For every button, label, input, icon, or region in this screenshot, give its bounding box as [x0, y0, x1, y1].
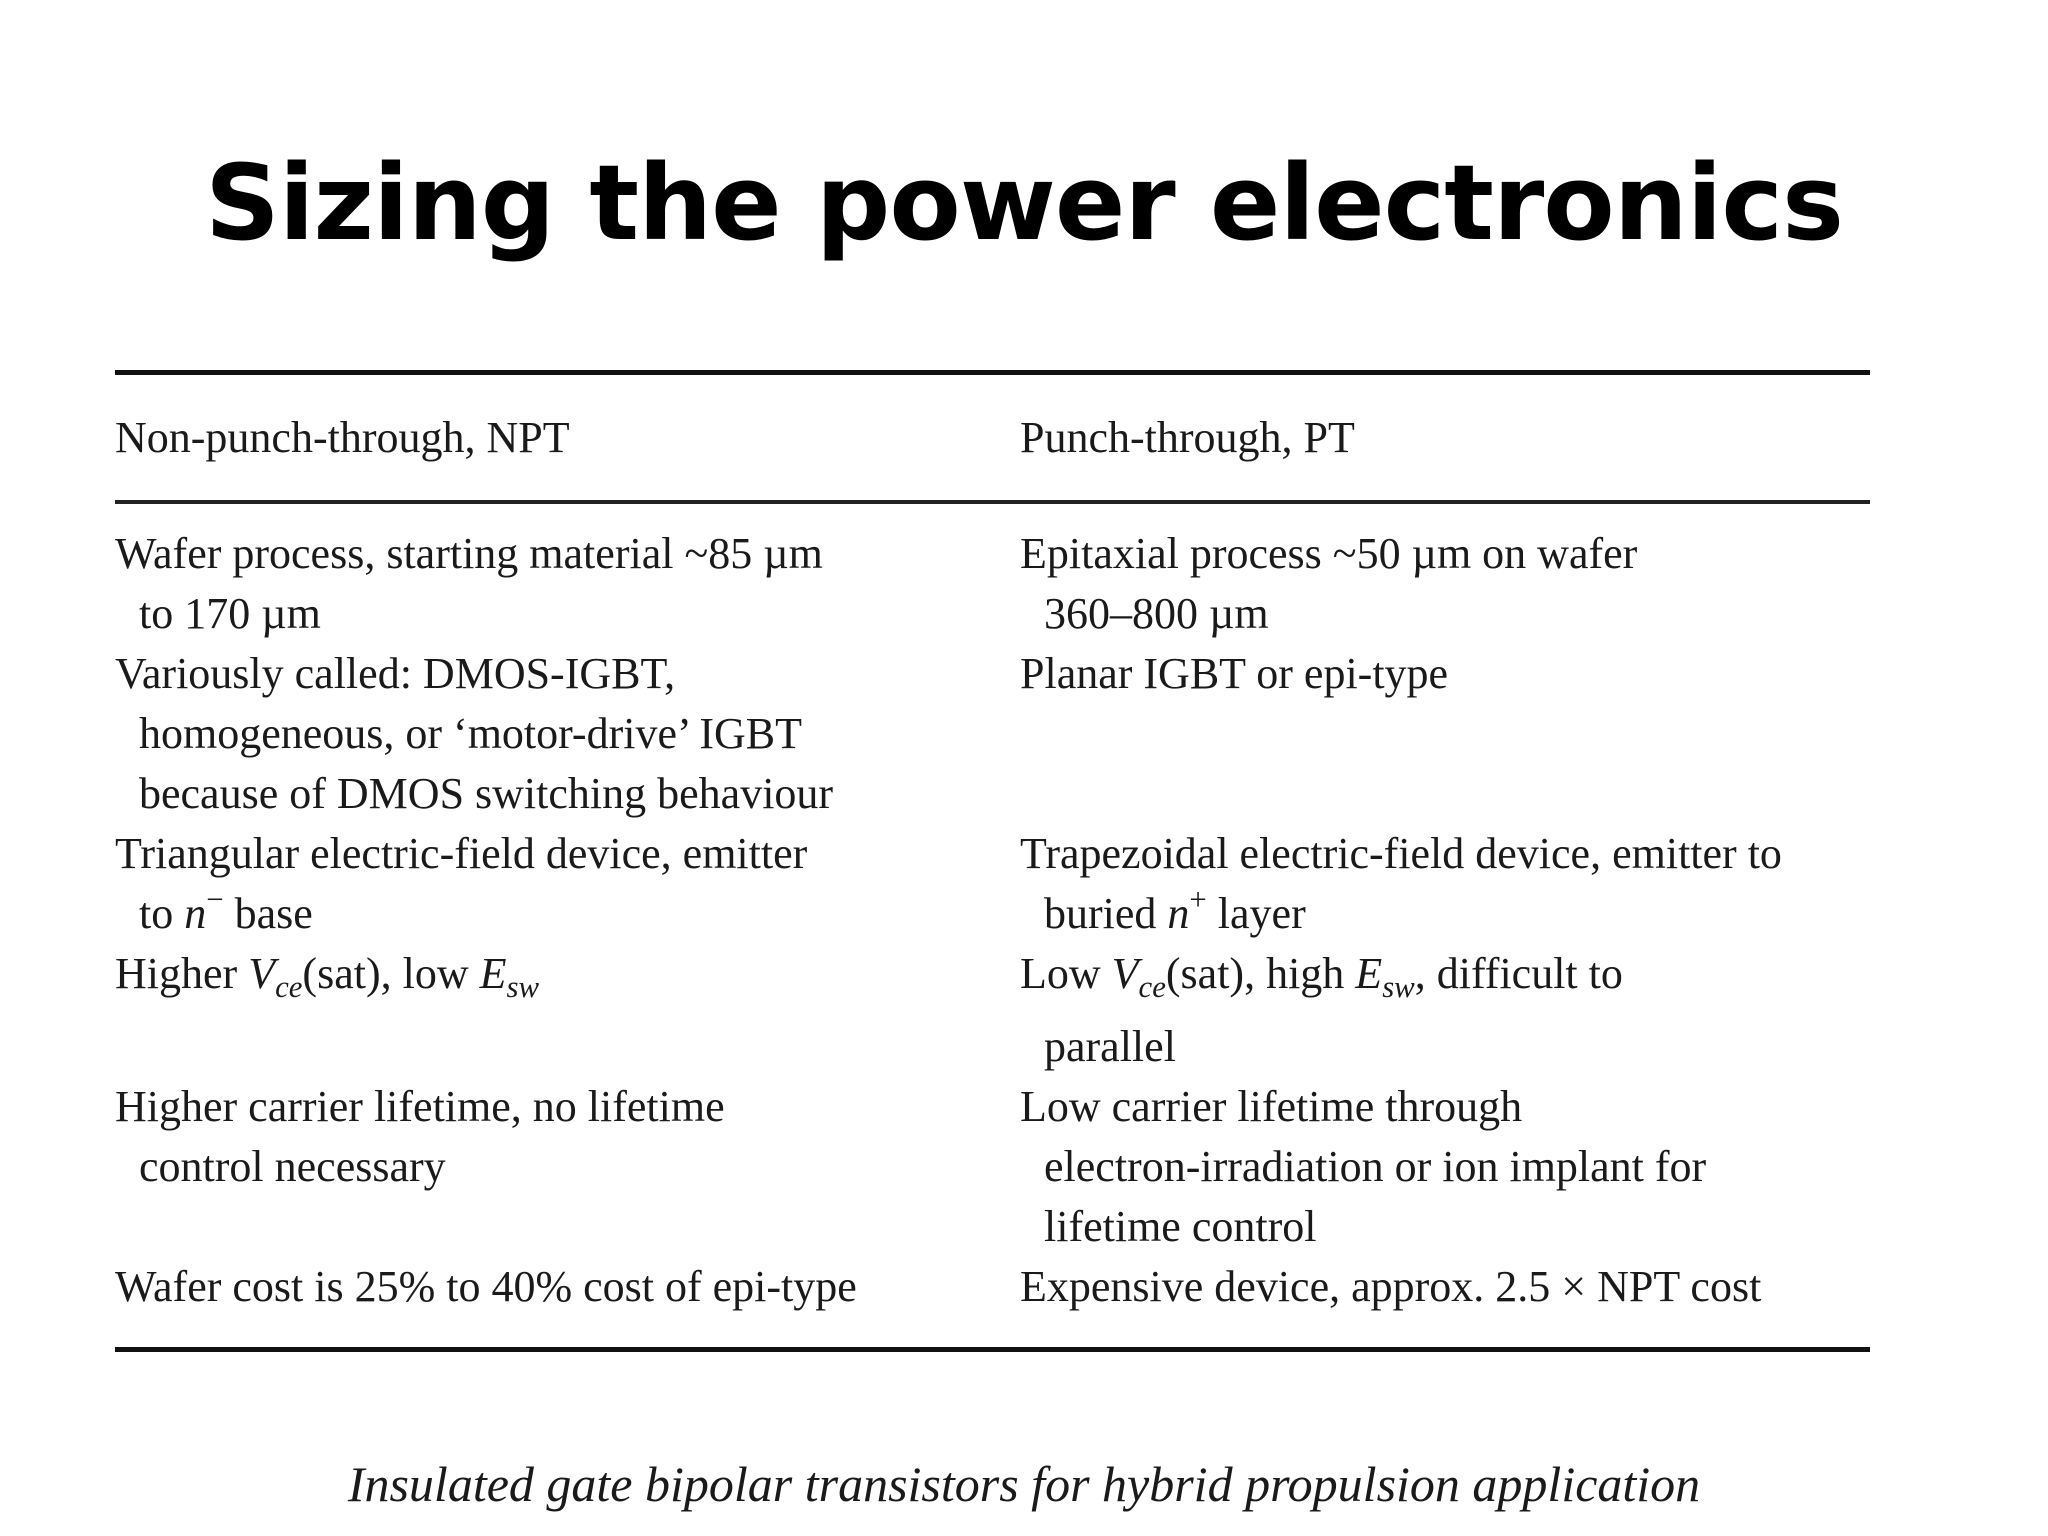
cell-line: Wafer cost is 25% to 40% cost of epi-type: [115, 1262, 857, 1312]
cell-pt: [1020, 1257, 1870, 1317]
cell-line: Wafer process, starting material ~85 µm: [115, 529, 823, 578]
cell-pt: [1020, 644, 1870, 824]
figure-caption: Insulated gate bipolar transistors for hybrid propulsion application: [347, 1456, 1701, 1512]
cell-line: because of DMOS switching behaviour: [139, 769, 834, 818]
cell-line: Low carrier lifetime through: [1020, 1082, 1523, 1132]
table-row: [115, 1077, 1870, 1257]
table-row: [115, 944, 1870, 1077]
cell-npt: [115, 944, 1020, 1077]
cell-line: Variously called: DMOS-IGBT,: [115, 649, 676, 698]
cell-pt: [1020, 824, 1870, 944]
cell-pt: [1020, 524, 1870, 644]
table-header-row: [115, 375, 1870, 500]
cell-line: Higher $V_{ce}(sat)$, low $E_{sw}$: [115, 949, 540, 1005]
cell-line: homogeneous, or ‘motor-drive’ IGBT: [139, 709, 803, 758]
cell-npt: [115, 824, 1020, 944]
header-npt: Non-punch-through, NPT: [115, 413, 570, 462]
cell-npt: [115, 1077, 1020, 1257]
cell-pt: [1020, 1077, 1870, 1257]
comparison-table: [115, 370, 1870, 1352]
cell-line: Higher carrier lifetime, no lifetime: [115, 1082, 725, 1132]
cell-pt: [1020, 944, 1870, 1077]
cell-line: to n− base: [139, 882, 313, 938]
cell-line: electron-irradiation or ion implant for: [1044, 1142, 1707, 1192]
table-row: [115, 644, 1870, 824]
cell-line: Low $V_{ce}(sat)$, high $E_{sw}$, difficult to: [1020, 949, 1623, 1005]
cell-line: to 170 µm: [139, 589, 321, 638]
cell-line: Trapezoidal electric-field device, emitter to: [1020, 829, 1782, 878]
cell-npt: [115, 524, 1020, 644]
cell-npt: [115, 644, 1020, 824]
table-row: [115, 1257, 1870, 1317]
cell-line: Expensive device, approx. 2.5 × NPT cost: [1020, 1262, 1762, 1312]
table-row: [115, 824, 1870, 944]
cell-line: control necessary: [139, 1142, 446, 1192]
cell-line: lifetime control: [1044, 1202, 1317, 1252]
cell-line: Epitaxial process ~50 µm on wafer: [1020, 529, 1638, 578]
cell-line: 360–800 µm: [1044, 589, 1269, 638]
table-bottom-rule: [115, 1347, 1870, 1352]
cell-line: parallel: [1044, 1022, 1176, 1072]
table-body: [115, 504, 1870, 1347]
table-row: [115, 524, 1870, 644]
cell-line: Planar IGBT or epi-type: [1020, 649, 1449, 698]
cell-line: buried n+ layer: [1044, 882, 1306, 938]
header-pt: Punch-through, PT: [1020, 413, 1355, 462]
cell-npt: [115, 1257, 1020, 1317]
cell-line: Triangular electric-field device, emitter: [115, 829, 808, 878]
slide-title: Sizing the power electronics: [205, 142, 1843, 264]
